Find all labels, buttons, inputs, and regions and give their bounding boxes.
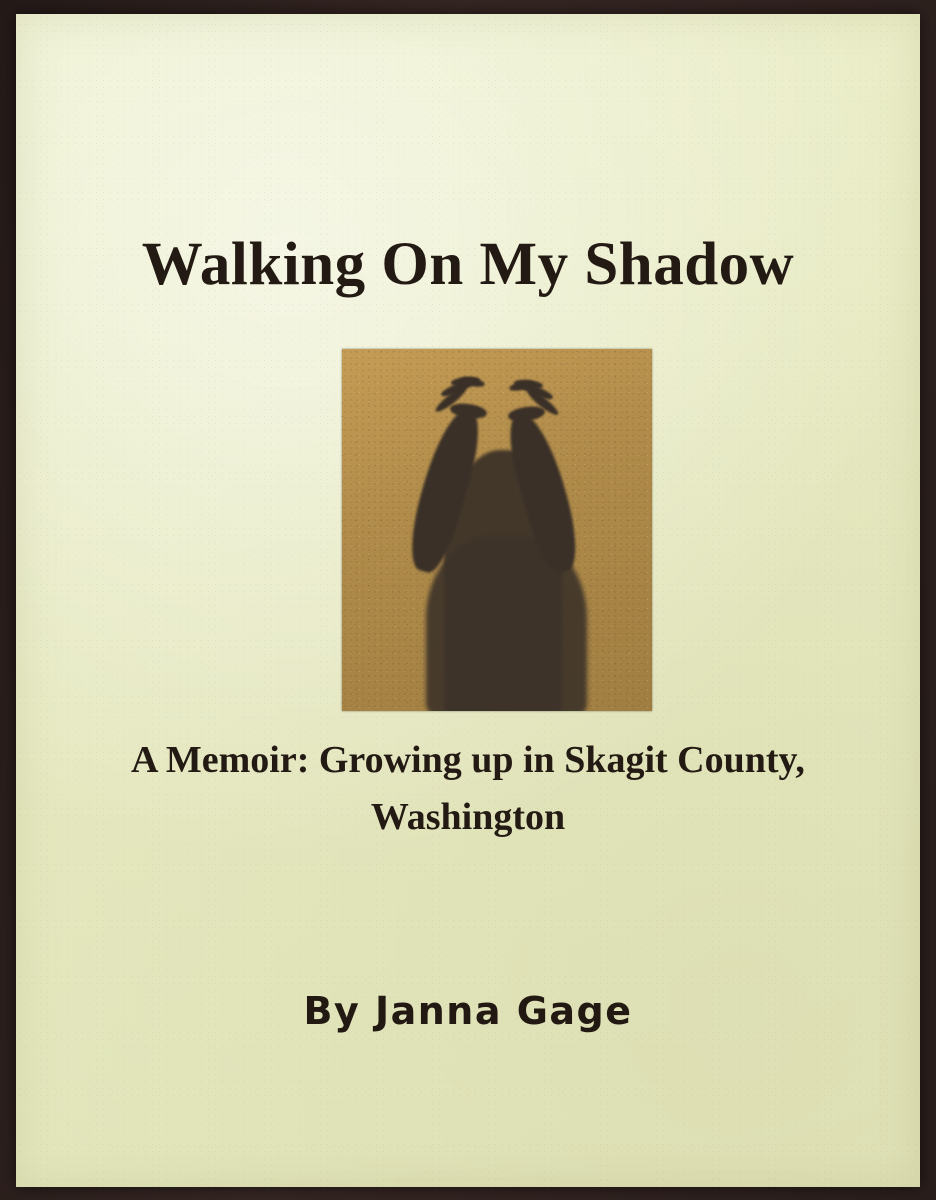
shadow-right-hand <box>503 378 562 440</box>
book-title: Walking On My Shadow <box>141 231 795 298</box>
book-cover <box>16 14 920 1187</box>
book-author: By Janna Gage <box>303 989 633 1033</box>
cover-photograph <box>342 349 652 711</box>
shadow-left-hand <box>432 374 491 436</box>
book-subtitle: A Memoir: Growing up in Skagit County, Washington <box>131 739 805 838</box>
